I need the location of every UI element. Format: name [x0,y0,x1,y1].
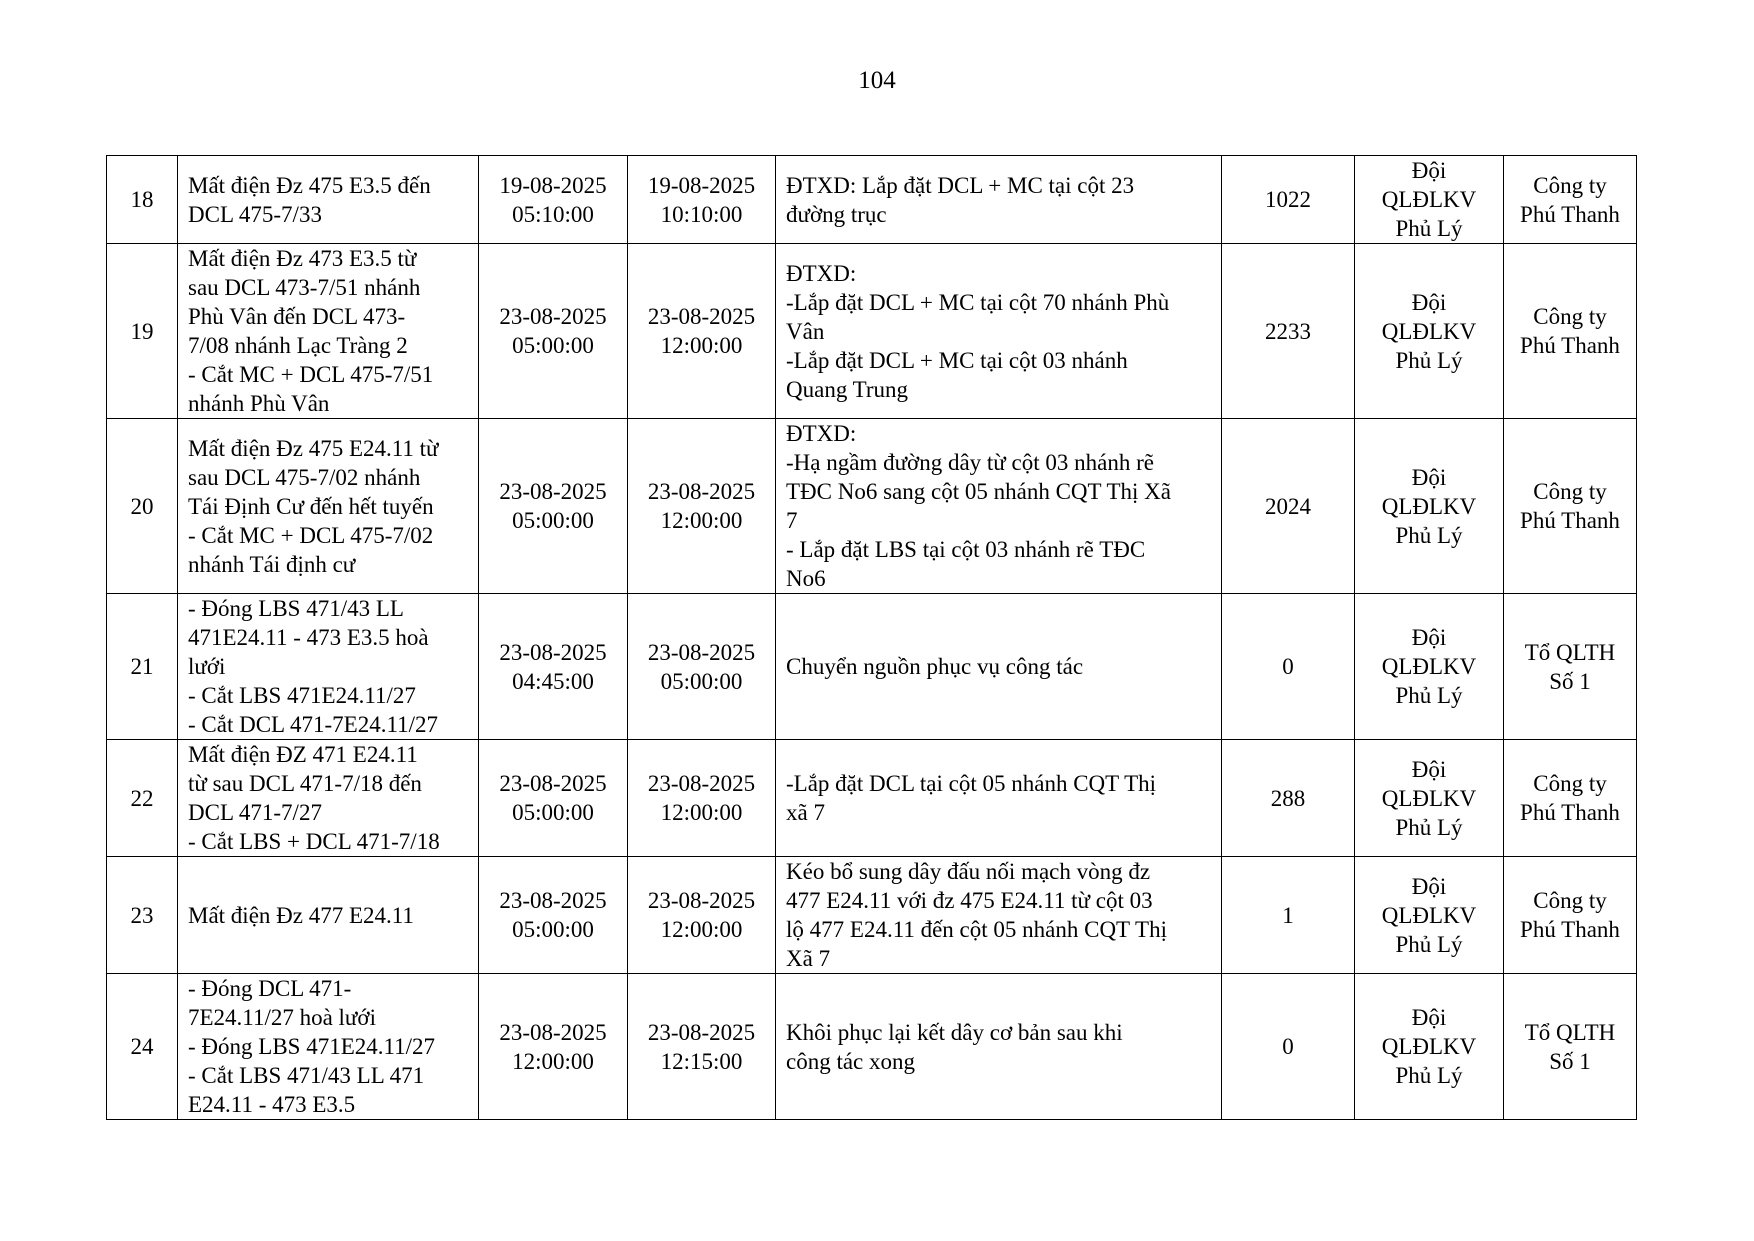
outage-description: Mất điện Đz 475 E24.11 từ sau DCL 475-7/02 nhánh Tái Định Cư đến hết tuyến - Cắt MC + DCL 475-7/02 nhánh Tái định cư [178,419,479,594]
table-row [107,156,1637,244]
outage-description: - Đóng LBS 471/43 LL 471E24.11 - 473 E3.5 hoà lưới - Cắt LBS 471E24.11/27 - Cắt DCL 471-7E24.11/27 [178,594,479,740]
work-content: Kéo bổ sung dây đấu nối mạch vòng đz 477 E24.11 với đz 475 E24.11 từ cột 03 lộ 477 E24.11 đến cột 05 nhánh CQT Thị Xã 7 [776,857,1222,974]
work-content: ĐTXD: -Lắp đặt DCL + MC tại cột 70 nhánh Phù Vân -Lắp đặt DCL + MC tại cột 03 nhánh Quang Trung [776,244,1222,419]
table-row [107,594,1637,740]
outage-description: Mất điện Đz 477 E24.11 [178,857,479,974]
start-time: 23-08-2025 12:00:00 [479,974,628,1120]
managing-unit: Đội QLĐLKV Phủ Lý [1355,419,1504,594]
outage-description: Mất điện Đz 475 E3.5 đến DCL 475-7/33 [178,156,479,244]
start-time: 19-08-2025 05:10:00 [479,156,628,244]
page-number: 104 [858,67,896,94]
customer-count: 0 [1222,594,1355,740]
customer-count: 2024 [1222,419,1355,594]
customer-count: 1022 [1222,156,1355,244]
table-row [107,740,1637,857]
managing-unit: Đội QLĐLKV Phủ Lý [1355,244,1504,419]
customer-count: 1 [1222,857,1355,974]
table-row [107,974,1637,1120]
executing-unit: Tổ QLTH Số 1 [1504,974,1637,1120]
end-time: 23-08-2025 12:00:00 [628,740,776,857]
end-time: 19-08-2025 10:10:00 [628,156,776,244]
executing-unit: Công ty Phú Thanh [1504,156,1637,244]
executing-unit: Tổ QLTH Số 1 [1504,594,1637,740]
work-content: Khôi phục lại kết dây cơ bản sau khi công tác xong [776,974,1222,1120]
table-row [107,419,1637,594]
start-time: 23-08-2025 05:00:00 [479,419,628,594]
work-content: ĐTXD: -Hạ ngầm đường dây từ cột 03 nhánh rẽ TĐC No6 sang cột 05 nhánh CQT Thị Xã 7 - Lắp đặt LBS tại cột 03 nhánh rẽ TĐC No6 [776,419,1222,594]
outage-schedule-table [106,155,1637,1120]
managing-unit: Đội QLĐLKV Phủ Lý [1355,594,1504,740]
row-number: 24 [107,974,178,1120]
row-number: 18 [107,156,178,244]
start-time: 23-08-2025 05:00:00 [479,244,628,419]
customer-count: 288 [1222,740,1355,857]
executing-unit: Công ty Phú Thanh [1504,740,1637,857]
end-time: 23-08-2025 12:15:00 [628,974,776,1120]
customer-count: 2233 [1222,244,1355,419]
executing-unit: Công ty Phú Thanh [1504,857,1637,974]
work-content: ĐTXD: Lắp đặt DCL + MC tại cột 23 đường trục [776,156,1222,244]
row-number: 23 [107,857,178,974]
row-number: 21 [107,594,178,740]
outage-description: Mất điện ĐZ 471 E24.11 từ sau DCL 471-7/18 đến DCL 471-7/27 - Cắt LBS + DCL 471-7/18 [178,740,479,857]
end-time: 23-08-2025 05:00:00 [628,594,776,740]
row-number: 20 [107,419,178,594]
end-time: 23-08-2025 12:00:00 [628,244,776,419]
managing-unit: Đội QLĐLKV Phủ Lý [1355,857,1504,974]
row-number: 19 [107,244,178,419]
outage-description: - Đóng DCL 471- 7E24.11/27 hoà lưới - Đóng LBS 471E24.11/27 - Cắt LBS 471/43 LL 471 E24.11 - 473 E3.5 [178,974,479,1120]
end-time: 23-08-2025 12:00:00 [628,857,776,974]
end-time: 23-08-2025 12:00:00 [628,419,776,594]
table-body [107,156,1637,1120]
work-content: -Lắp đặt DCL tại cột 05 nhánh CQT Thị xã 7 [776,740,1222,857]
start-time: 23-08-2025 05:00:00 [479,857,628,974]
table-row [107,857,1637,974]
outage-description: Mất điện Đz 473 E3.5 từ sau DCL 473-7/51 nhánh Phù Vân đến DCL 473- 7/08 nhánh Lạc Tràng 2 - Cắt MC + DCL 475-7/51 nhánh Phù Vân [178,244,479,419]
customer-count: 0 [1222,974,1355,1120]
start-time: 23-08-2025 05:00:00 [479,740,628,857]
managing-unit: Đội QLĐLKV Phủ Lý [1355,156,1504,244]
work-content: Chuyển nguồn phục vụ công tác [776,594,1222,740]
executing-unit: Công ty Phú Thanh [1504,419,1637,594]
start-time: 23-08-2025 04:45:00 [479,594,628,740]
row-number: 22 [107,740,178,857]
managing-unit: Đội QLĐLKV Phủ Lý [1355,740,1504,857]
table-row [107,244,1637,419]
executing-unit: Công ty Phú Thanh [1504,244,1637,419]
managing-unit: Đội QLĐLKV Phủ Lý [1355,974,1504,1120]
